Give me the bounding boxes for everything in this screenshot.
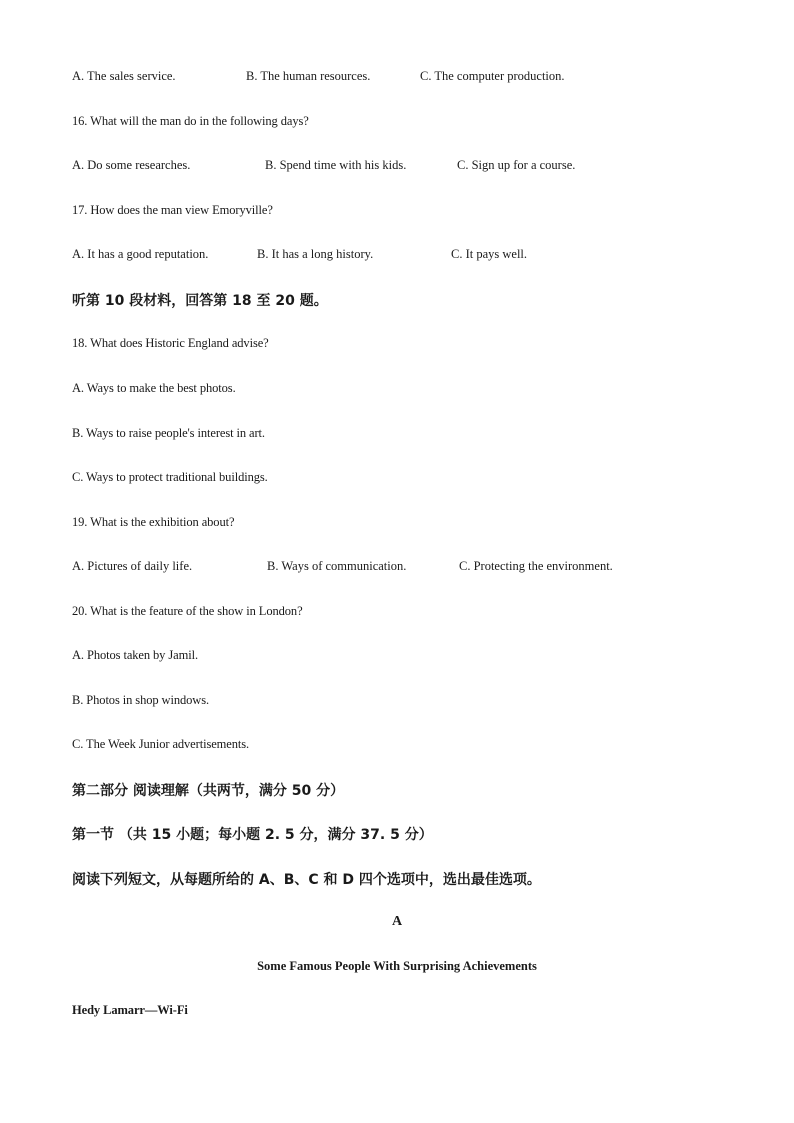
q16-question: 16. What will the man do in the following days?	[72, 114, 309, 128]
q20-option-a: A. Photos taken by Jamil.	[72, 648, 198, 662]
q15-option-c: C. The computer production.	[420, 69, 565, 83]
q15-option-a: A. The sales service.	[72, 69, 176, 83]
q17-question: 17. How does the man view Emoryville?	[72, 203, 273, 217]
passage-title: Some Famous People With Surprising Achievements	[257, 959, 537, 973]
part2-heading: 第二部分 阅读理解（共两节，满分 50 分）	[72, 783, 345, 799]
section10-instruction: 听第 10 段材料，回答第 18 至 20 题。	[72, 293, 328, 309]
q16-option-b: B. Spend time with his kids.	[265, 158, 407, 172]
q19-question: 19. What is the exhibition about?	[72, 515, 235, 529]
q16-option-c: C. Sign up for a course.	[457, 158, 576, 172]
q18-option-a: A. Ways to make the best photos.	[72, 381, 236, 395]
q18-option-b: B. Ways to raise people's interest in art.	[72, 426, 265, 440]
section1-heading: 第一节 （共 15 小题；每小题 2. 5 分，满分 37. 5 分）	[72, 827, 433, 843]
q17-option-a: A. It has a good reputation.	[72, 247, 209, 261]
q19-option-a: A. Pictures of daily life.	[72, 559, 193, 573]
q20-option-c: C. The Week Junior advertisements.	[72, 737, 250, 751]
q18-question: 18. What does Historic England advise?	[72, 336, 269, 350]
q19-option-b: B. Ways of communication.	[267, 559, 407, 573]
q20-question: 20. What is the feature of the show in London?	[72, 604, 303, 618]
passage-subheading: Hedy Lamarr—Wi-Fi	[72, 1003, 188, 1017]
q17-option-b: B. It has a long history.	[257, 247, 374, 261]
q19-option-c: C. Protecting the environment.	[459, 559, 613, 573]
reading-instruction: 阅读下列短文，从每题所给的 A、B、C 和 D 四个选项中，选出最佳选项。	[72, 872, 541, 888]
q18-option-c: C. Ways to protect traditional buildings.	[72, 470, 268, 484]
q17-option-c: C. It pays well.	[451, 247, 528, 261]
passage-letter: A	[391, 914, 403, 929]
q16-option-a: A. Do some researches.	[72, 158, 191, 172]
q15-option-b: B. The human resources.	[246, 69, 371, 83]
q20-option-b: B. Photos in shop windows.	[72, 693, 210, 707]
